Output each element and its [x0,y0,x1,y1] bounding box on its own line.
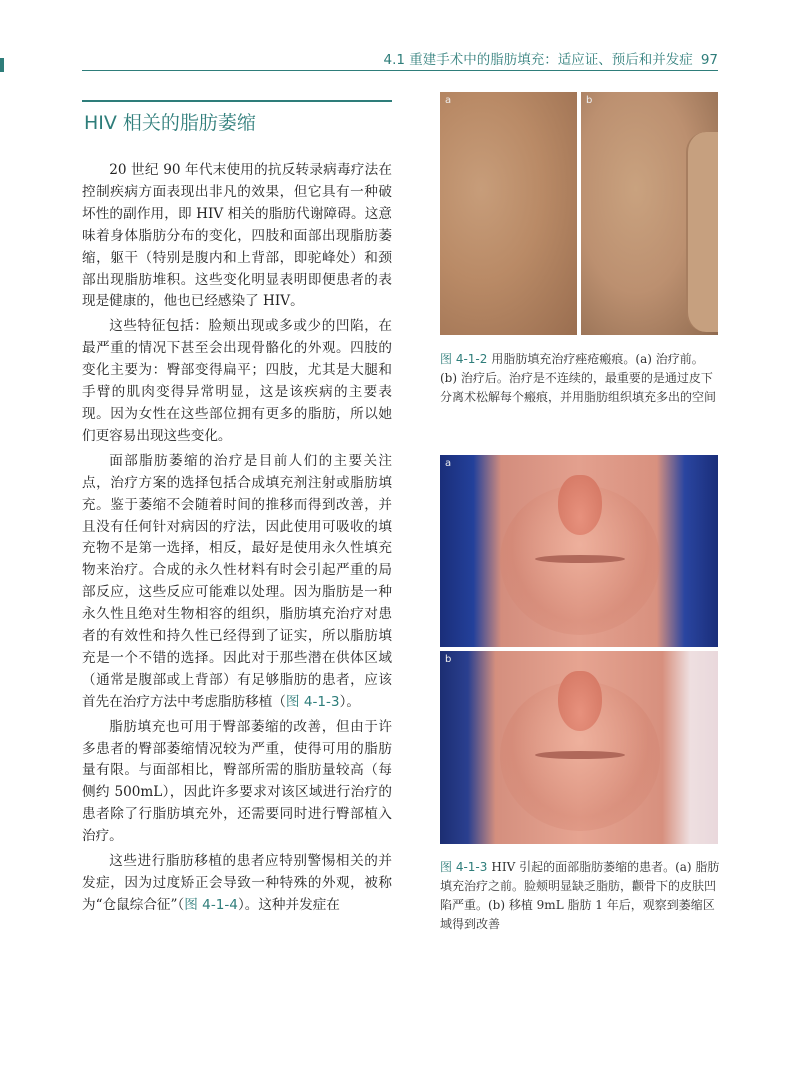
acne-scar-after-photo [581,92,718,335]
paragraph-5-end: ）。这种并发症在 [237,896,340,913]
paragraph-3 [82,451,392,714]
header-title: 4.1 重建手术中的脂肪填充：适应证、预后和并发症 [383,52,693,68]
photo-label-a: a [445,458,452,469]
photo-label-b: b [586,95,593,106]
paragraph-1: 20 世纪 90 年代末使用的抗反转录病毒疗法在控制疾病方面表现出非凡的效果，但它具有一种破坏性的副作用，即 HIV 相关的脂肪代谢障碍。这意味着身体脂肪分布的变化，四肢和面部出现脂肪萎缩，躯干（特别是腹内和上背部，即驼峰处）和颈部出现脂肪堆积。这些变化明显表明即便患者的表现是健康的，他也已经感染了 HIV。 [82,162,392,310]
paragraph-3-text: 面部脂肪萎缩的治疗是目前人们的主要关注点，治疗方案的选择包括合成填充剂注射或脂肪填充。鉴于萎缩不会随着时间的推移而得到改善，并且没有任何针对病因的疗法，因此使用可吸收的填充物不是第一选择，相反，最好是使用永久性填充物来治疗。合成的永久性材料有时会引起严重的局部反应，这些反应可能难以处理。因为脂肪是一种永久性且绝对生物相容的组织，脂肪填充治疗对患者的有效性和持久性已经得到了证实，所以脂肪填充是一个不错的选择。因此对于那些潜在供体区域（通常是腹部或上背部）有足够脂肪的患者，应该首先在治疗方法中考虑脂肪移植（ [82,452,392,710]
paragraph-5 [82,851,392,917]
paragraph-3-end: ）。 [339,693,360,710]
mouth-shape [535,555,625,563]
paragraph-2: 这些特征包括：脸颊出现或多或少的凹陷，在最严重的情况下甚至会出现骨骼化的外观。四肢的变化主要为：臀部变得扁平；四肢，尤其是大腿和手臂的肌肉变得异常明显，这是该疾病的主要表现。因为女性在这些部位拥有更多的脂肪，所以她们更容易出现这些变化。 [82,318,392,444]
header-accent-bar [0,58,4,72]
body-text [82,160,392,920]
running-header [82,48,718,68]
ear-shape [686,132,718,332]
paragraph-4: 脂肪填充也可用于臀部萎缩的改善，但由于许多患者的臀部萎缩情况较为严重，使得可用的脂肪量有限。与面部相比，臀部所需的脂肪量较高（每侧约 500mL），因此许多要求对该区域进行治疗的患者除了行脂肪填充外，还需要同时进行臀部植入治疗。 [82,718,392,845]
section-title: HIV 相关的脂肪萎缩 [84,112,256,134]
figure-ref-4-1-4[interactable]: 图 4-1-4 [184,896,238,913]
caption-text: 用脂肪填充治疗痤疮瘢痕。(a) 治疗前。(b) 治疗后。治疗是不连续的，最重要的是通过皮下分离术松解每个瘢痕，并用脂肪组织填充多出的空间 [440,352,717,404]
paragraph-5-text: 这些进行脂肪移植的患者应特别警惕相关的并发症，因为过度矫正会导致一种特殊的外观，被称为“仓鼠综合征”（ [82,853,392,913]
caption-text: HIV 引起的面部脂肪萎缩的患者。(a) 脂肪填充治疗之前。脸颊明显缺乏脂肪，颧骨下的皮肤凹陷严重。(b) 移植 9mL 脂肪 1 年后，观察到萎缩区域得到改善 [440,860,720,931]
figure-caption-4-1-3 [440,858,720,934]
section-rule [82,100,392,102]
header-rule [82,70,718,71]
acne-scar-before-photo [440,92,577,335]
page-number: 97 [700,52,718,68]
nose-shape [558,671,602,731]
nose-shape [558,475,602,535]
hiv-face-after-photo [440,651,718,844]
figure-caption-4-1-2 [440,350,720,407]
mouth-shape [535,751,625,759]
caption-id: 图 4-1-3 [440,860,488,874]
photo-label-a: a [445,95,452,106]
photo-label-b: b [445,654,452,665]
hiv-face-before-photo [440,455,718,647]
caption-id: 图 4-1-2 [440,352,488,366]
figure-ref-4-1-3[interactable]: 图 4-1-3 [285,693,340,710]
